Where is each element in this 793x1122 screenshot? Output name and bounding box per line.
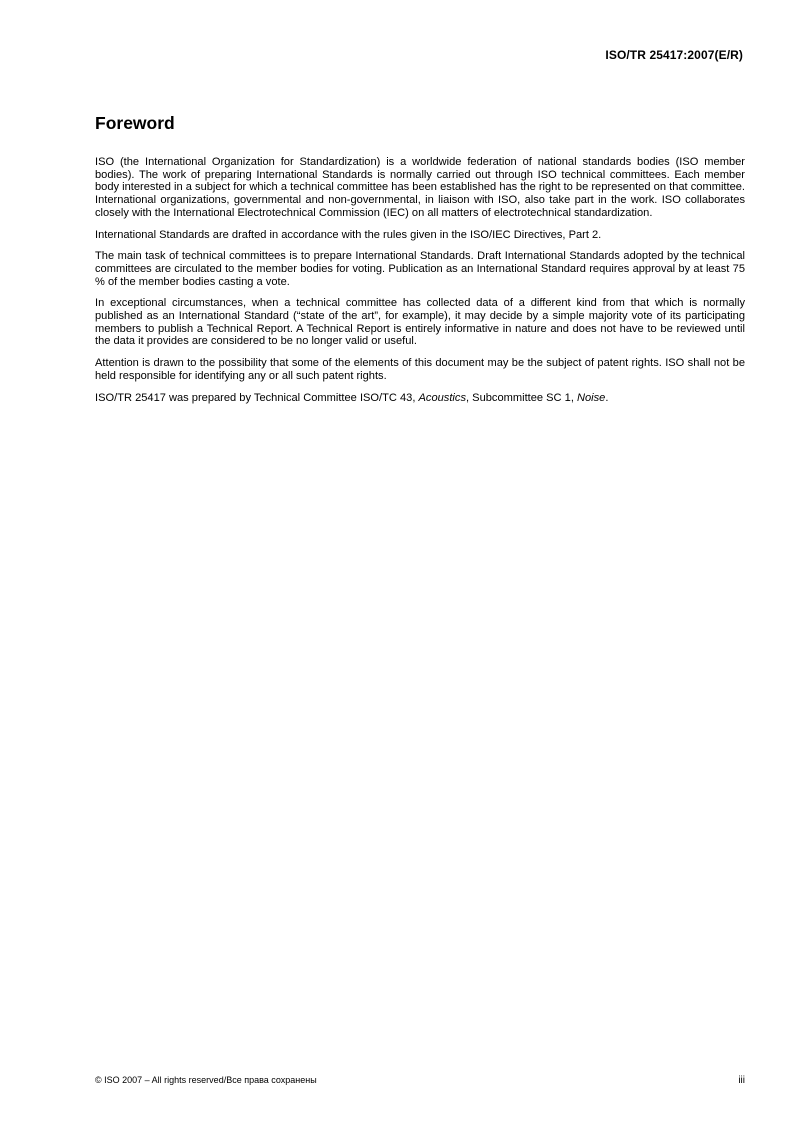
- preparation-text-suffix: .: [605, 391, 609, 404]
- foreword-paragraph: The main task of technical committees is to prepare International Standards. Draft International Standards adopted by the technical committees are circulated to the member bodies for voting. Publication as an International Standard requires approval by at least 75 % of the member bodies casting a vote.: [95, 250, 745, 288]
- foreword-paragraph: International Standards are drafted in accordance with the rules given in the ISO/IEC Directives, Part 2.: [95, 228, 602, 241]
- preparation-text-prefix: ISO/TR 25417 was prepared by Technical Committee ISO/TC 43,: [95, 391, 419, 404]
- committee-name: Acoustics: [418, 391, 466, 404]
- preparation-text-middle: , Subcommittee SC 1,: [466, 391, 577, 404]
- foreword-paragraph: In exceptional circumstances, when a technical committee has collected data of a different kind from that which is normally published as an International Standard (“state of the art”, for example), it may decide by a simple majority vote of its participating members to publish a Technical Report. A Technical Report is entirely informative in nature and does not have to be reviewed until the data it provides are considered to be no longer valid or useful.: [95, 297, 745, 348]
- subcommittee-name: Noise: [576, 391, 606, 404]
- page-footer: [95, 1075, 745, 1086]
- foreword-paragraph: Attention is drawn to the possibility that some of the elements of this document may be the subject of patent rights. ISO shall not be held responsible for identifying any or all such patent rights.: [95, 357, 745, 382]
- copyright-notice: © ISO 2007 – All rights reserved/Все права сохранены: [95, 1075, 317, 1085]
- foreword-paragraph: ISO (the International Organization for Standardization) is a worldwide federation of national standards bodies (ISO member bodies). The work of preparing International Standards is normally carried out through ISO technical committees. Each member body interested in a subject for which a technical committee has been established has the right to be represented on that committee. International organizations, governmental and non-governmental, in liaison with ISO, also take part in the work. ISO collaborates closely with the International Electrotechnical Commission (IEC) on all matters of electrotechnical standardization.: [95, 156, 745, 219]
- page-number: iii: [738, 1075, 745, 1086]
- foreword-title: Foreword: [95, 113, 175, 133]
- preparation-paragraph: [95, 392, 745, 405]
- foreword-section: [95, 112, 745, 413]
- document-id-header: ISO/TR 25417:2007(E/R): [605, 48, 743, 62]
